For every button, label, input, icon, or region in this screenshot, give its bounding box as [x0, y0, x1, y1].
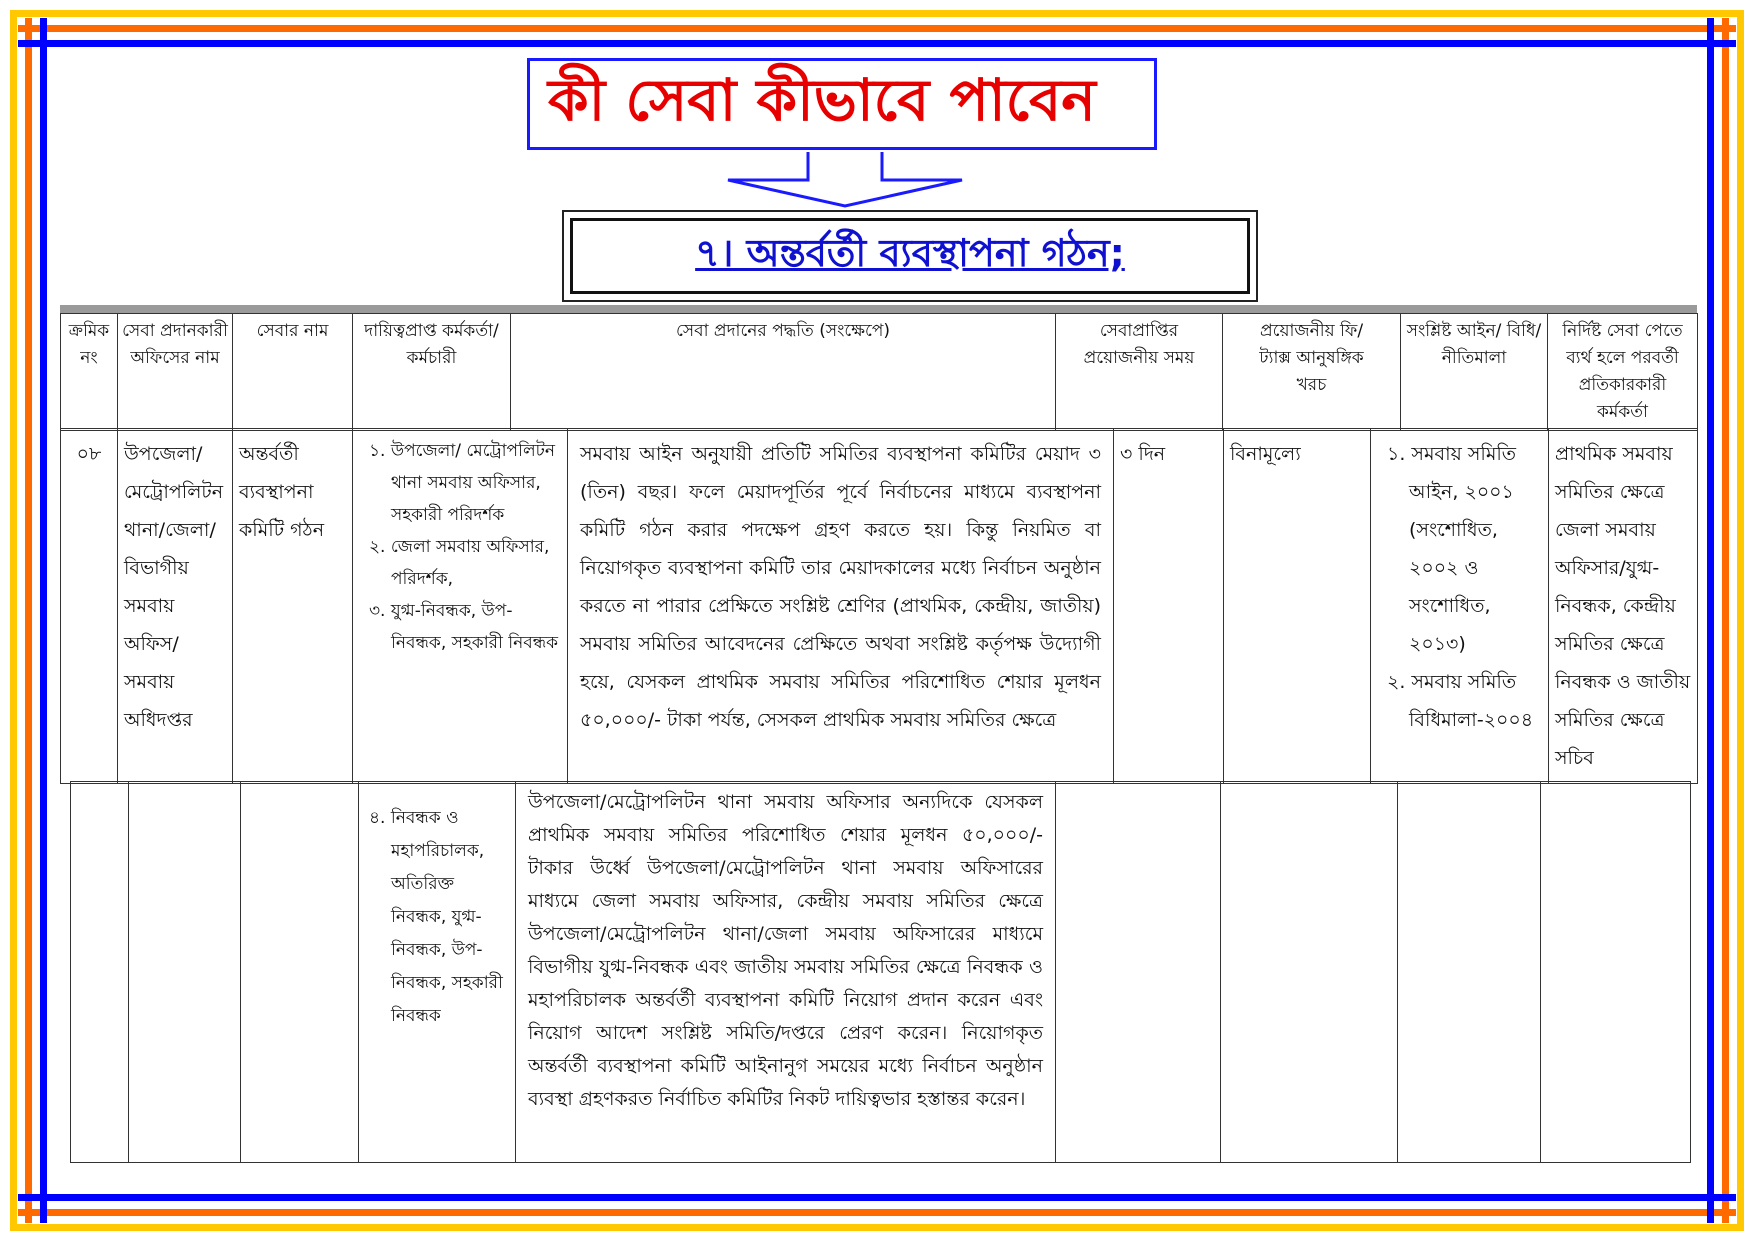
header-fee: প্রয়োজনীয় ফি/ট্যাক্স আনুষঙ্গিক খরচ — [1223, 314, 1401, 431]
down-arrow-icon — [0, 0, 1754, 240]
page-title: কী সেবা কীভাবে পাবেন — [548, 65, 1096, 134]
header-law: সংশ্লিষ্ট আইন/ বিধি/নীতিমালা — [1401, 314, 1548, 431]
officer-item: ১. উপজেলা/ মেট্রোপলিটন থানা সমবায় অফিসার, সহকারী পরিদর্শক — [369, 441, 556, 525]
law-item: ২. সমবায় সমিতি বিধিমালা-২০০৪ — [1387, 671, 1534, 731]
cell-empty — [241, 782, 359, 1163]
cell-service: অন্তর্বর্তী ব্যবস্থাপনা কমিটি গঠন — [233, 429, 353, 784]
cell-officers-continued: ৪. নিবন্ধক ও মহাপরিচালক, অতিরিক্ত নিবন্ধক, যুগ্ম-নিবন্ধক, উপ-নিবন্ধক, সহকারী নিবন্ধক — [359, 782, 516, 1163]
officer-item: ২. জেলা সমবায় অফিসার, পরিদর্শক, — [369, 537, 550, 589]
table-row — [60, 428, 1698, 784]
header-appeal: নির্দিষ্ট সেবা পেতে ব্যর্থ হলে পরবর্তী প্রতিকারকারী কর্মকর্তা — [1548, 314, 1698, 431]
cell-serial: ০৮ — [61, 429, 118, 784]
cell-empty — [1398, 782, 1541, 1163]
header-time: সেবাপ্রাপ্তির প্রয়োজনীয় সময় — [1056, 314, 1223, 431]
table-row-continued — [70, 781, 1691, 1163]
cell-appeal: প্রাথমিক সমবায় সমিতির ক্ষেত্রে জেলা সমবায় অফিসার/যুগ্ম-নিবন্ধক, কেন্দ্রীয় সমিতির ক্ষেত্রে নিবন্ধক ও জাতীয় সমিতির ক্ষেত্রে সচিব — [1549, 429, 1698, 784]
section-heading: ৭। অন্তর্বর্তী ব্যবস্থাপনা গঠন; — [695, 231, 1125, 275]
cell-method: সমবায় আইন অনুযায়ী প্রতিটি সমিতির ব্যবস্থাপনা কমিটির মেয়াদ ৩ (তিন) বছর। ফলে মেয়াদপূর্তির পূর্বে নির্বাচনের মাধ্যমে ব্যবস্থাপনা কমিটি গঠন করার পদক্ষেপ গ্রহণ করতে হয়। কিন্তু নিয়মিত বা নিয়োগকৃত ব্যবস্থাপনা কমিটি তার মেয়াদকালের মধ্যে নির্বাচন অনুষ্ঠান করতে না পারার প্রেক্ষিতে সংশ্লিষ্ট শ্রেণির (প্রাথমিক, কেন্দ্রীয়, জাতীয়) সমবায় সমিতির আবেদনের প্রেক্ষিতে অথবা সংশ্লিষ্ট কর্তৃপক্ষ উদ্যোগী হয়ে, যেসকল প্রাথমিক সমবায় সমিতির পরিশোধিত শেয়ার মূলধন ৫০,০০০/- টাকা পর্যন্ত, সেসকল প্রাথমিক সমবায় সমিতির ক্ষেত্রে — [568, 429, 1114, 784]
header-officer: দায়িত্বপ্রাপ্ত কর্মকর্তা/কর্মচারী — [353, 314, 511, 431]
cell-empty — [71, 782, 129, 1163]
officer-item: ৩. যুগ্ম-নিবন্ধক, উপ-নিবন্ধক, সহকারী নিবন্ধক — [369, 601, 559, 653]
cell-empty — [1541, 782, 1691, 1163]
cell-laws — [1371, 429, 1549, 784]
header-serial: ক্রমিক নং — [61, 314, 118, 431]
cell-empty — [129, 782, 241, 1163]
frame-blue-bottom — [18, 1194, 1736, 1201]
frame-yellow-bottom — [10, 1224, 1744, 1231]
law-item: ১. সমবায় সমিতি আইন, ২০০১ (সংশোধিত, ২০০২ ও সংশোধিত, ২০১৩) — [1387, 443, 1517, 655]
header-office: সেবা প্রদানকারী অফিসের নাম — [118, 314, 233, 431]
cell-time: ৩ দিন — [1114, 429, 1224, 784]
cell-empty — [1056, 782, 1221, 1163]
cell-fee: বিনামূল্যে — [1224, 429, 1371, 784]
header-method: সেবা প্রদানের পদ্ধতি (সংক্ষেপে) — [511, 314, 1056, 431]
section-heading-box — [562, 210, 1258, 302]
cell-method-continued: উপজেলা/মেট্রোপলিটন থানা সমবায় অফিসার অন্যদিকে যেসকল প্রাথমিক সমবায় সমিতির পরিশোধিত শেয়ার মূলধন ৫০,০০০/- টাকার উর্ধ্বে উপজেলা/মেট্রোপলিটন থানা সমবায় অফিসারের মাধ্যমে জেলা সমবায় অফিসার, কেন্দ্রীয় সমবায় সমিতির ক্ষেত্রে উপজেলা/মেট্রোপলিটন থানা/জেলা সমবায় অফিসারের মাধ্যমে বিভাগীয় যুগ্ম-নিবন্ধক এবং জাতীয় সমবায় সমিতির ক্ষেত্রে নিবন্ধক ও মহাপরিচালক অন্তর্বর্তী ব্যবস্থাপনা কমিটি নিয়োগ প্রদান করেন এবং নিয়োগ আদেশ সংশ্লিষ্ট সমিতি/দপ্তরে প্রেরণ করেন। নিয়োগকৃত অন্তর্বর্তী ব্যবস্থাপনা কমিটি আইনানুগ সময়ের মধ্যে নির্বাচন অনুষ্ঠান ব্যবস্থা গ্রহণকরত নির্বাচিত কমিটির নিকট দায়িত্বভার হস্তান্তর করেন। — [516, 782, 1056, 1163]
frame-orange-bottom — [18, 1209, 1736, 1216]
cell-office: উপজেলা/ মেট্রোপলিটন থানা/জেলা/ বিভাগীয় সমবায় অফিস/ সমবায় অধিদপ্তর — [118, 429, 233, 784]
cell-officers — [353, 429, 568, 784]
header-service: সেবার নাম — [233, 314, 353, 431]
table-header — [60, 313, 1698, 431]
cell-empty — [1221, 782, 1398, 1163]
